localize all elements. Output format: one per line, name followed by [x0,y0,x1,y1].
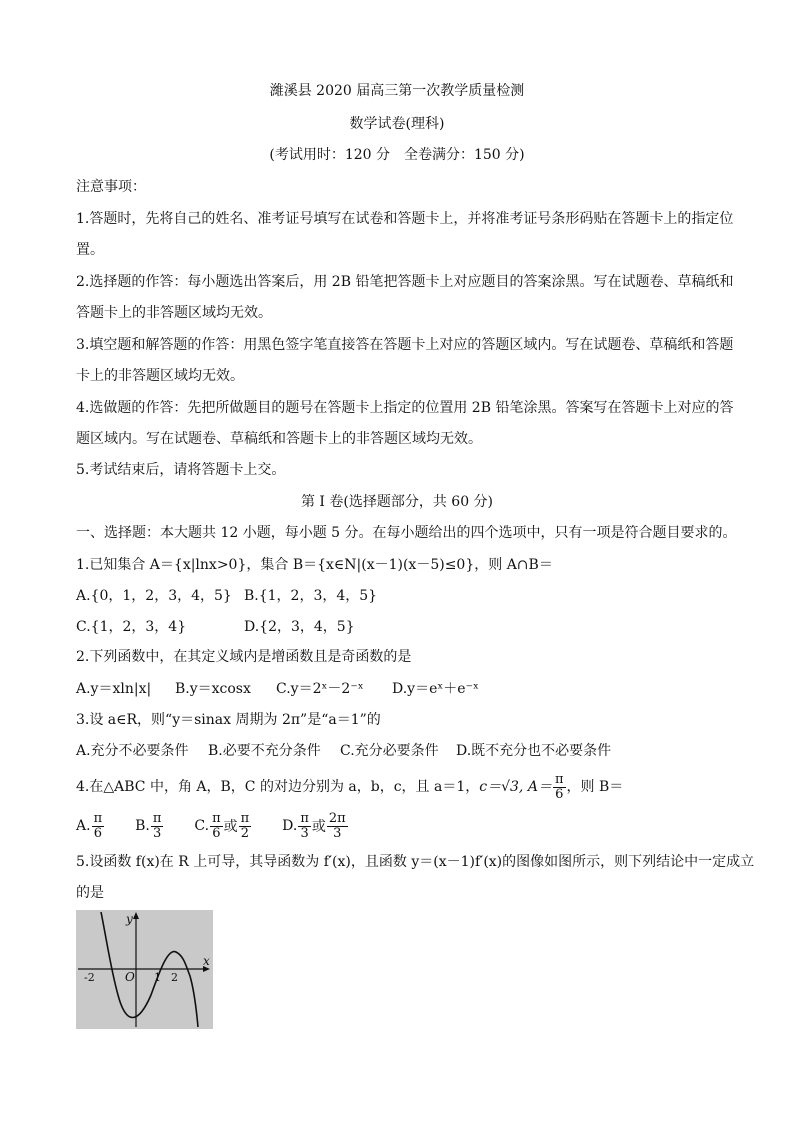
frac-den: 3 [152,825,162,841]
tick-label-2: 2 [171,971,178,984]
section-intro: 一、选择题：本大题共 12 小题，每小题 5 分。在每小题给出的四个选项中，只有一项是符合题目要求的。 [76,525,737,541]
q2-option-c: C.y＝2ˣ－2⁻ˣ [276,681,364,697]
frac-den: 2 [240,825,250,841]
section-title: 第 I 卷(选择题部分，共 60 分) [300,494,494,510]
note-line: 置。 [76,242,104,258]
q1-option-c: C.{1，2，3，4} [76,619,187,635]
note-line: 题区域内。写在试题卷、草稿纸和答题卡上的非答题区域均无效。 [76,431,482,447]
q3-option-a: A.充分不必要条件 [76,743,189,759]
q1-stem: 1.已知集合 A＝{x|lnx>0}，集合 B＝{x∈N|(x－1)(x－5)≤0}，则 A∩B＝ [76,557,553,573]
q4-stem-text: 4.在△ABC 中，角 A，B，C 的对边分别为 a，b，c，且 a＝1， [76,779,480,795]
y-axis-label: y [126,912,133,926]
frac-num: 2π [328,810,346,826]
q1-option-d: D.{2，3，4，5} [244,619,355,635]
q4-option-d-label: D. [282,818,298,834]
q3-option-d: D.既不充分也不必要条件 [456,743,612,759]
q4-stem [76,772,623,802]
q4-condition: c＝√3, A＝ [479,779,552,795]
frac-num: π [554,771,564,787]
note-line: 3.填空题和解答题的作答：用黑色签字笔直接答在答题卡上对应的答题区域内。写在试题卷、草稿纸和答题 [76,337,734,353]
frac-num: π [300,810,309,826]
note-line: 4.选做题的作答：先把所做题目的题号在答题卡上指定的位置用 2B 铅笔涂黑。答案写在答题卡上对应的答 [76,400,734,416]
note-line: 答题卡上的非答题区域均无效。 [76,305,272,321]
note-line: 卡上的非答题区域均无效。 [76,368,244,384]
q4-option-a-label: A. [76,818,91,834]
frac-den: 3 [300,825,309,841]
q4-option-d-fraction-2 [327,812,348,841]
note-line: 5.考试结束后，请将答题卡上交。 [76,462,286,478]
frac-den: 3 [333,825,342,841]
frac-den: 6 [212,825,221,841]
origin-label: O [125,970,135,984]
notes-heading: 注意事项： [76,179,146,195]
q4-angle-a-fraction [553,773,566,802]
note-line: 1.答题时，先将自己的姓名、准考证号填写在试卷和答题卡上，并将准考证号条形码贴在答题卡上的指定位 [76,211,734,227]
frac-den: 6 [555,786,564,802]
exam-title: 濰溪县 2020 届高三第一次教学质量检测 [269,83,525,99]
frac-den: 6 [93,825,102,841]
q5-stem-line-1: 5.设函数 f(x)在 R 上可导，其导函数为 f′(x)，且函数 y＝(x－1)f′(x)的图像如图所示，则下列结论中一定成立 [76,854,755,870]
q4-option-a-fraction [92,812,105,841]
q2-stem: 2.下列函数中，在其定义域内是增函数且是奇函数的是 [76,649,412,665]
q1-option-a: A.{0，1，2，3，4，5} [76,588,232,604]
y-axis-arrow [133,912,139,919]
q1-option-b: B.{1，2，3，4，5} [244,588,378,604]
tick-label-neg2: -2 [84,971,95,984]
exam-time-info: (考试用时：120 分 全卷满分：150 分) [269,147,525,163]
exam-subtitle: 数学试卷(理科) [349,116,445,132]
q4-option-c-fraction-2 [239,812,252,841]
frac-num: π [212,810,221,826]
frac-num: π [152,810,162,826]
q3-option-c: C.充分必要条件 [340,743,439,759]
tick-label-1: 1 [154,971,161,984]
q4-option-b-label: B. [135,818,150,834]
q3-option-b: B.必要不充分条件 [208,743,321,759]
q4-or: 或 [311,819,326,835]
q4-stem-tail: ，则 B＝ [566,779,624,795]
q2-option-b: B.y＝xcosx [175,681,251,697]
q4-option-c-label: C. [194,818,210,834]
q2-option-d: D.y＝eˣ＋e⁻ˣ [392,681,479,697]
q4-option-d-fraction-1 [298,812,311,841]
note-line: 2.选择题的作答：每小题选出答案后，用 2B 铅笔把答题卡上对应题目的答案涂黑。写在试题卷、草稿纸和 [76,274,734,290]
q4-options [76,808,349,844]
frac-num: π [93,810,103,826]
q4-option-c-fraction-1 [210,812,223,841]
function-graph [76,910,213,1029]
q4-option-b-fraction [151,812,164,841]
frac-num: π [240,810,250,826]
function-graph-figure [76,910,213,1029]
q4-or: 或 [223,819,238,835]
q2-option-a: A.y＝xln|x| [76,681,152,697]
q3-stem: 3.设 a∈R，则“y＝sinax 周期为 2π”是“a＝1”的 [76,712,381,728]
q5-stem-line-2: 的是 [76,885,104,901]
x-axis-label: x [203,954,210,968]
